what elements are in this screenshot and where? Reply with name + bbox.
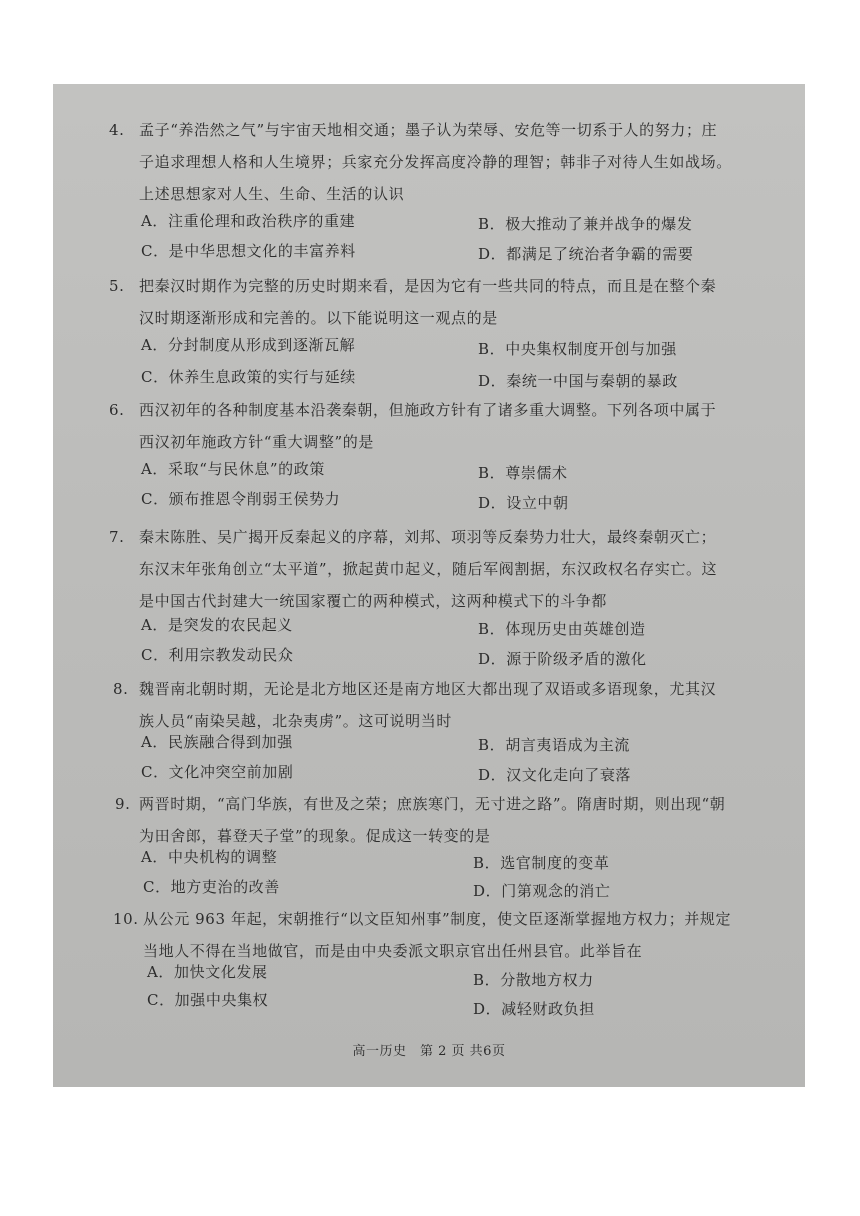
page-footer: 高一历史 第 2 页 共6页 bbox=[352, 1044, 506, 1059]
stem-line: 西汉初年施政方针“重大调整”的是 bbox=[139, 433, 374, 451]
stem-line: 子追求理想人格和人生境界；兵家充分发挥高度冷静的理智；韩非子对待人生如战场。 bbox=[139, 153, 732, 171]
stem-line: 是中国古代封建大一统国家覆亡的两种模式，这两种模式下的斗争都 bbox=[139, 592, 608, 610]
option-b: B．分散地方权力 bbox=[473, 971, 594, 989]
option-a: A．民族融合得到加强 bbox=[141, 733, 293, 751]
option-b: B．尊崇儒术 bbox=[478, 464, 568, 482]
stem-line: 族人员“南染吴越，北杂夷虏”。这可说明当时 bbox=[139, 712, 452, 730]
question-stem bbox=[143, 903, 731, 967]
option-b: B．中央集权制度开创与加强 bbox=[478, 340, 677, 358]
option-d: D．都满足了统治者争霸的需要 bbox=[478, 245, 694, 263]
option-c: C．文化冲突空前加剧 bbox=[141, 763, 294, 781]
stem-line: 上述思想家对人生、生命、生活的认识 bbox=[139, 185, 405, 203]
option-b: B．体现历史由英雄创造 bbox=[478, 620, 646, 638]
stem-line: 秦末陈胜、吴广揭开反秦起义的序幕，刘邦、项羽等反秦势力壮大，最终秦朝灭亡； bbox=[139, 528, 717, 546]
option-b: B．选官制度的变革 bbox=[473, 854, 610, 872]
stem-line: 从公元 963 年起，宋朝推行“以文臣知州事”制度，使文臣逐渐掌握地方权力；并规定 bbox=[143, 910, 732, 928]
question-number: 6. bbox=[109, 401, 125, 419]
question-number: 8. bbox=[113, 680, 129, 698]
option-c: C．地方吏治的改善 bbox=[143, 878, 280, 896]
option-c: C．休养生息政策的实行与延续 bbox=[141, 368, 356, 386]
option-a: A．加快文化发展 bbox=[147, 963, 268, 981]
option-d: D．汉文化走向了衰落 bbox=[478, 766, 632, 784]
stem-line: 西汉初年的各种制度基本沿袭秦朝，但施政方针有了诸多重大调整。下列各项中属于 bbox=[139, 401, 717, 419]
option-b: B．极大推动了兼并战争的爆发 bbox=[478, 215, 693, 233]
question-number: 7. bbox=[109, 528, 125, 546]
question-number: 4. bbox=[109, 121, 125, 139]
option-d: D．设立中朝 bbox=[478, 494, 569, 512]
question-number: 5. bbox=[109, 277, 125, 295]
question-stem bbox=[139, 521, 717, 617]
option-a: A．分封制度从形成到逐渐瓦解 bbox=[141, 336, 356, 354]
stem-line: 汉时期逐渐形成和完善的。以下能说明这一观点的是 bbox=[139, 309, 498, 327]
stem-line: 孟子“养浩然之气”与宇宙天地相交通；墨子认为荣辱、安危等一切系于人的努力；庄 bbox=[139, 121, 718, 139]
option-c: C．利用宗教发动民众 bbox=[141, 646, 294, 664]
option-d: D．秦统一中国与秦朝的暴政 bbox=[478, 372, 678, 390]
option-c: C．加强中央集权 bbox=[147, 991, 269, 1009]
option-a: A．中央机构的调整 bbox=[141, 848, 278, 866]
stem-line: 当地人不得在当地做官，而是由中央委派文职京官出任州县官。此举旨在 bbox=[143, 942, 643, 960]
question-number: 9. bbox=[115, 795, 131, 813]
stem-line: 两晋时期，“高门华族，有世及之荣；庶族寒门，无寸进之路”。隋唐时期，则出现“朝 bbox=[139, 795, 726, 813]
option-a: A．注重伦理和政治秩序的重建 bbox=[141, 212, 356, 230]
stem-line: 魏晋南北朝时期，无论是北方地区还是南方地区大都出现了双语或多语现象，尤其汉 bbox=[139, 680, 717, 698]
option-c: C．颁布推恩令削弱王侯势力 bbox=[141, 490, 341, 508]
question-stem bbox=[139, 788, 725, 852]
stem-line: 东汉末年张角创立“太平道”，掀起黄巾起义，随后军阀割据，东汉政权名存实亡。这 bbox=[139, 560, 718, 578]
question-stem bbox=[139, 270, 716, 334]
option-d: D．门第观念的消亡 bbox=[473, 882, 611, 900]
option-a: A．采取“与民休息”的政策 bbox=[141, 460, 325, 478]
option-b: B．胡言夷语成为主流 bbox=[478, 736, 631, 754]
stem-line: 把秦汉时期作为完整的历史时期来看，是因为它有一些共同的特点，而且是在整个秦 bbox=[139, 277, 717, 295]
option-a: A．是突发的农民起义 bbox=[141, 616, 293, 634]
stem-line: 为田舍郎，暮登天子堂”的现象。促成这一转变的是 bbox=[139, 827, 491, 845]
option-c: C．是中华思想文化的丰富养料 bbox=[141, 242, 356, 260]
question-stem bbox=[139, 673, 716, 737]
question-stem bbox=[139, 114, 732, 210]
question-number: 10. bbox=[113, 910, 139, 928]
option-d: D．减轻财政负担 bbox=[473, 1000, 595, 1018]
exam-page bbox=[53, 84, 805, 1087]
option-d: D．源于阶级矛盾的激化 bbox=[478, 650, 647, 668]
question-stem bbox=[139, 394, 716, 458]
